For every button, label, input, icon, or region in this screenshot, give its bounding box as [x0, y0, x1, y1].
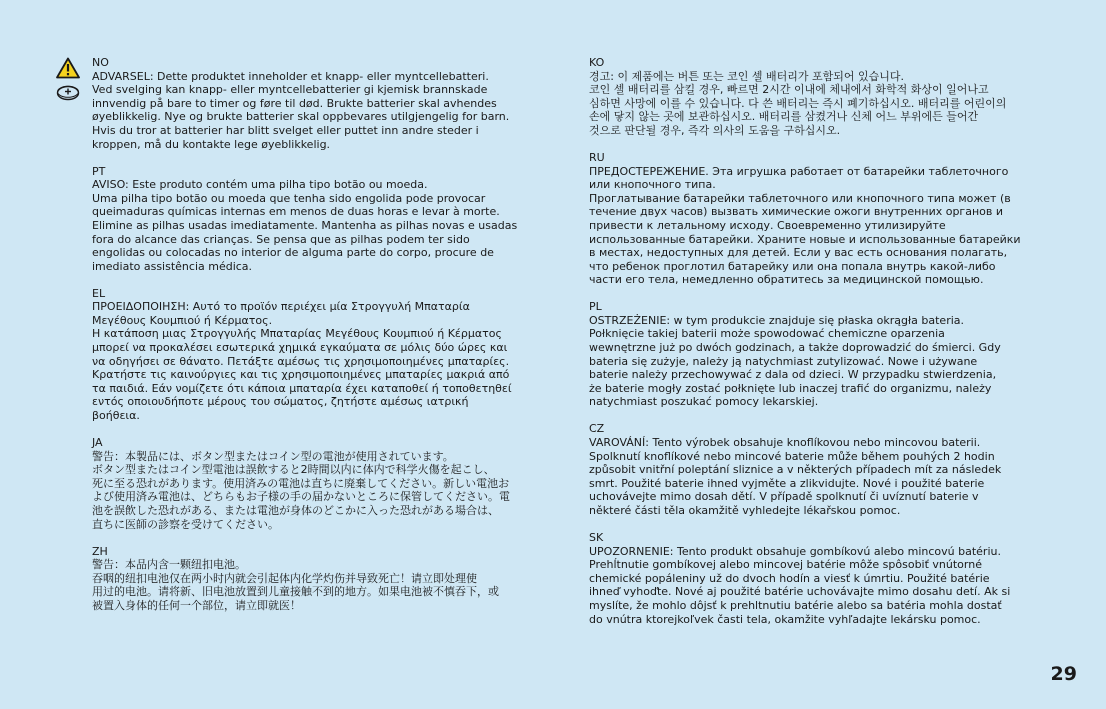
warning-icon [56, 57, 82, 83]
coin-battery-icon [56, 85, 82, 105]
warning-section-no [92, 56, 548, 151]
warning-section-ru [589, 151, 1049, 287]
warning-text: ADVARSEL: Dette produktet inneholder et knapp- eller myntcellebatteri. Ved svelging kan knapp- eller myntcellebatterier gi kjemisk brannskade innvendig på bare to timer og føre til død. Brukte batterier skal avhendes øyeblikkelig. Nye og brukte batterier skal oppbevares utilgjengelig for barn. Hvis du tror at batterier har blitt svelget eller puttet inn andre steder i kroppen, må du kontakte lege øyeblikkelig. [92, 69, 510, 151]
language-code: SK [589, 530, 604, 544]
language-code: PT [92, 164, 106, 178]
warning-text: 경고: 이 제품에는 버튼 또는 코인 셀 배터리가 포함되어 있습니다. 코인 셀 배터리를 삼킬 경우, 빠르면 2시간 이내에 체내에서 화학적 화상이 일어나고 심하면 사망에 이를 수 있습니다. 다 쓴 배터리는 즉시 폐기하십시오. 배터리를 어린이의 손에 닿지 않는 곳에 보관하십시오. 배터리를 삼켰거나 신체 어느 부위에든 들어간 것으로 판단될 경우, 즉각 의사의 도움을 구하십시오. [589, 69, 1007, 137]
left-column [92, 56, 548, 626]
warning-section-ko [589, 56, 1049, 138]
warning-text: UPOZORNENIE: Tento produkt obsahuje gombíkovú alebo mincovú batériu. Prehĺtnutie gombíkovej alebo mincovej batérie môže spôsobiť vnútorné chemické popáleniny už do dvoch hodín a viesť k úmrtiu. Použité batérie ihneď vyhoďte. Nové aj použité batérie uchovávajte mimo dosahu detí. Ak si myslíte, že mohlo dôjsť k prehltnutiu batérie alebo sa batéria mohla dostať do vnútra ktorejkoľvek časti tela, okamžite vyhľadajte lekársku pomoc. [589, 544, 1011, 626]
warning-section-el [92, 287, 548, 423]
page-number: 29 [1050, 663, 1077, 685]
warning-section-pl [589, 300, 1049, 409]
icon-group [56, 57, 82, 105]
language-code: ZH [92, 544, 108, 558]
warning-section-zh [92, 545, 548, 613]
warning-section-pt [92, 165, 548, 274]
warning-section-sk [589, 531, 1049, 626]
language-code: PL [589, 300, 602, 314]
warning-text: VAROVÁNÍ: Tento výrobek obsahuje knoflíkovou nebo mincovou baterii. Spolknutí knoflíkové nebo mincové baterie může během pouhých 2 hodin způsobit vnitřní poleptání sliznice a v některých případech mít za následek smrt. Použité baterie ihned vyjměte a zlikvidujte. Nové i použité baterie uchovávejte mimo dosah dětí. V případě spolknutí či uvíznutí baterie v některé části těla okamžitě vyhledejte lékařskou pomoc. [589, 436, 1002, 517]
warning-text: OSTRZEŻENIE: w tym produkcie znajduje się płaska okrągła bateria. Połknięcie takiej baterii może spowodować chemiczne oparzenia wewnętrzne już po dwóch godzinach, a także doprowadzić do śmierci. Gdy bateria się zużyje, należy ją natychmiast zutylizować. Nowe i używane baterie należy przechowywać z dala od dzieci. W przypadku stwierdzenia, że baterie mogły zostać połknięte lub inaczej trafić do organizmu, należy natychmiast poszukać pomocy lekarskiej. [589, 313, 1001, 409]
warning-text: AVISO: Este produto contém uma pilha tipo botão ou moeda. Uma pilha tipo botão ou moeda que tenha sido engolida pode provocar queimaduras químicas internas em menos de duas horas e levar à morte. Elimine as pilhas usadas imediatamente. Mantenha as pilhas novas e usadas fora do alcance das crianças. Se pensa que as pilhas podem ter sido engolidas ou colocadas no interior de alguma parte do corpo, procure de imediato assistência médica. [92, 178, 518, 273]
language-code: JA [92, 436, 103, 450]
warning-section-cz [589, 422, 1049, 517]
language-code: KO [589, 56, 605, 69]
warning-text: 警告：本製品には、ボタン型またはコイン型の電池が使用されています。 ボタン型またはコイン型電池は誤飲すると2時間以内に体内で科学火傷を起こし、 死に至る恐れがあります。使用済みの電池は直ちに廃棄してください。新しい電池お よび使用済み電池は、どちらもお子様の手の届かないところに保管してください。電 池を誤飲した恐れがある、または電池が身体のどこかに入った恐れがある場合は、 直ちに医師の診察を受けてください。 [92, 449, 510, 531]
warning-text: 警告：本品内含一颗纽扣电池。 吞咽的纽扣电池仅在两小时内就会引起体内化学灼伤并导致死亡！请立即处理使 用过的电池。请将新、旧电池放置到儿童接触不到的地方。如果电池被不慎吞下，或 被置入身体的任何一个部位，请立即就医！ [92, 558, 499, 612]
right-column [589, 56, 1049, 640]
warning-text: ΠΡΟΕΙΔΟΠΟΙΗΣΗ: Αυτό το προϊόν περιέχει μία Στρογγυλή Μπαταρία Μεγέθους Κουμπιού ή Κέρματος. Η κατάποση μιας Στρογγυλής Μπαταρίας Μεγέθους Κουμπιού ή Κέρματος μπορεί να προκαλέσει εσωτερικά χημικά εγκαύματα σε μόλις δύο ώρες και να οδηγήσει σε θάνατο. Πετάξτε αμέσως τις χρησιμοποιημένες μπαταρίες. Κρατήστε τις καινούργιες και τις χρησιμοποιημένες μπαταρίες μακριά από τα παιδιά. Εάν νομίζετε ότι κάποια μπαταρία έχει καταποθεί ή τοποθετηθεί εντός οποιουδήποτε μέρους του σώματος, ζητήστε αμέσως ιατρική βοήθεια. [92, 300, 512, 423]
warning-section-ja [92, 436, 548, 531]
language-code: CZ [589, 422, 605, 436]
language-code: NO [92, 56, 109, 69]
language-code: RU [589, 150, 605, 164]
warning-text: ПРЕДОСТЕРЕЖЕНИЕ. Эта игрушка работает от батарейки таблеточного или кнопочного типа. Проглатывание батарейки таблеточного или кнопочного типа может (в течение двух часов) вызвать химические ожоги внутренних органов и привести к летальному исходу. Своевременно утилизируйте использованные батарейки. Храните новые и использованные батарейки в местах, недоступных для детей. Если у вас есть основания полагать, что ребенок проглотил батарейку или она попала внутрь какой-либо части его тела, немедленно обратитесь за медицинской помощью. [589, 164, 1021, 287]
language-code: EL [92, 286, 106, 300]
